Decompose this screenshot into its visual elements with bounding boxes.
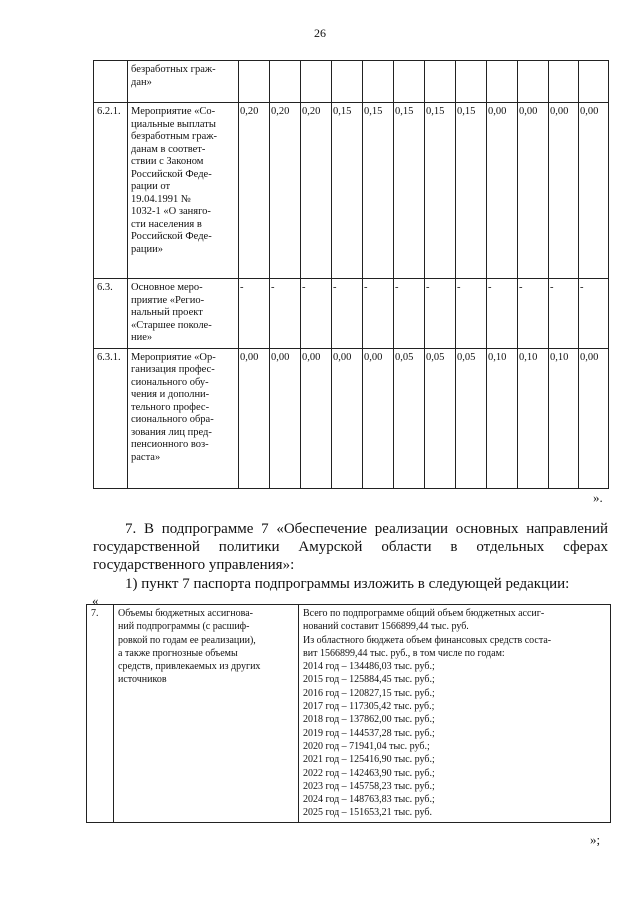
row-name-line: рации от	[131, 181, 171, 192]
value-cell: 0,10	[518, 348, 549, 488]
value-cell: -	[487, 279, 518, 349]
row-name-line: чения и дополни-	[131, 389, 210, 400]
page-number: 26	[314, 26, 326, 40]
passport-intro-line: Из областного бюджета объем финансовых средств соста-	[303, 634, 552, 646]
value-cell: 0,20	[270, 103, 301, 279]
row-name-line: циальные выплаты	[131, 118, 216, 130]
value-cell: -	[270, 279, 301, 349]
table-row	[94, 348, 609, 488]
value-cell: 0,15	[363, 103, 394, 279]
value-cell: -	[394, 279, 425, 349]
table-row	[94, 61, 609, 103]
value-cell	[549, 61, 579, 103]
value-cell: 0,00	[270, 348, 301, 488]
value-cell	[239, 61, 270, 103]
value-cell: 0,10	[549, 348, 579, 488]
value-cell: -	[332, 279, 363, 349]
value-cell: 0,05	[394, 348, 425, 488]
row-name-line: пенсионного воз-	[131, 439, 209, 450]
row-name-line: раста»	[131, 451, 161, 463]
passport-intro-line: Всего по подпрограмме общий объем бюджетных ассиг-	[303, 608, 545, 619]
row-name	[128, 279, 239, 349]
value-cell: -	[456, 279, 487, 349]
row-name-line: сионального обу-	[131, 376, 209, 388]
passport-year-line: 2024 год – 148763,83 тыс. руб.;	[303, 794, 435, 806]
passport-year-line: 2015 год – 125884,45 тыс. руб.;	[303, 674, 435, 686]
table-row	[94, 103, 609, 279]
row-name-line: 1032-1 «О заняго-	[131, 206, 211, 217]
paragraph-subprogram-7: 7. В подпрограмме 7 «Обеспечение реализации основных направлений государственной политики Амурской области в отдельных сферах государственного управления»:	[93, 521, 608, 573]
passport-num: 7.	[87, 605, 114, 823]
value-cell: 0,05	[456, 348, 487, 488]
row-number: 6.2.1.	[94, 103, 128, 279]
indicators-table	[93, 60, 609, 489]
value-cell: 0,00	[518, 103, 549, 279]
value-cell: 0,15	[332, 103, 363, 279]
row-name-line: тельного профес-	[131, 401, 210, 413]
value-cell	[579, 61, 609, 103]
value-cell: 0,20	[301, 103, 332, 279]
row-name-line: Российской Феде-	[131, 231, 212, 242]
value-cell	[301, 61, 332, 103]
row-name-line: сти населения в	[131, 218, 202, 230]
row-name-line: 19.04.1991 №	[131, 193, 191, 205]
value-cell: 0,00	[239, 348, 270, 488]
passport-year-line: 2017 год – 117305,42 тыс. руб.;	[303, 701, 435, 713]
value-cell	[425, 61, 456, 103]
row-name	[128, 61, 239, 103]
row-name-line: данам в соответ-	[131, 143, 206, 155]
row-name-line: дан»	[131, 76, 152, 88]
passport-year-line: 2025 год – 151653,21 тыс. руб.	[303, 807, 433, 819]
value-cell: 0,00	[301, 348, 332, 488]
row-name-line: сионального обра-	[131, 414, 214, 425]
value-cell: -	[518, 279, 549, 349]
passport-label-line: ровкой по годам ее реализации),	[118, 634, 256, 646]
row-name-line: «Старшее поколе-	[131, 319, 212, 331]
row-number: 6.3.	[94, 279, 128, 349]
value-cell	[394, 61, 425, 103]
passport-label-line: Объемы бюджетных ассигнова-	[118, 608, 253, 619]
value-cell: 0,00	[549, 103, 579, 279]
value-cell: 0,20	[239, 103, 270, 279]
passport-year-line: 2019 год – 144537,28 тыс. руб.;	[303, 727, 435, 739]
passport-row	[87, 605, 611, 823]
row-name-line: Мероприятие «Ор-	[131, 351, 216, 363]
value-cell	[487, 61, 518, 103]
value-cell: 0,00	[579, 103, 609, 279]
table-close-quote: ».	[593, 490, 603, 505]
row-name	[128, 103, 239, 279]
value-cell: -	[549, 279, 579, 349]
table-row	[94, 279, 609, 349]
value-cell: 0,05	[425, 348, 456, 488]
passport-year-line: 2018 год – 137862,00 тыс. руб.;	[303, 714, 435, 726]
passport-year-line: 2014 год – 134486,03 тыс. руб.;	[303, 661, 435, 673]
row-name-line: Основное меро-	[131, 282, 203, 293]
paragraph-passport-item: 1) пункт 7 паспорта подпрограммы изложить в следующей редакции:	[125, 576, 570, 592]
passport-content	[299, 605, 611, 823]
row-name-line: Мероприятие «Со-	[131, 106, 216, 117]
value-cell	[332, 61, 363, 103]
row-name-line: нальный проект	[131, 307, 203, 318]
value-cell: 0,00	[579, 348, 609, 488]
passport-label-line: источников	[118, 674, 167, 686]
row-name-line: ганизация профес-	[131, 364, 215, 375]
value-cell	[270, 61, 301, 103]
value-cell: -	[363, 279, 394, 349]
value-cell: 0,15	[394, 103, 425, 279]
value-cell: 0,00	[332, 348, 363, 488]
value-cell: -	[301, 279, 332, 349]
value-cell: 0,00	[487, 103, 518, 279]
passport-label-line: средств, привлекаемых из других	[118, 661, 261, 673]
passport-year-line: 2021 год – 125416,90 тыс. руб.;	[303, 754, 435, 766]
row-name-line: приятие «Регио-	[131, 294, 205, 306]
row-number	[94, 61, 128, 103]
passport-label-line: ний подпрограммы (с расшиф-	[118, 621, 250, 633]
indicators-table-body	[94, 61, 609, 489]
row-name-line: Российской Феде-	[131, 168, 212, 180]
passport-year-line: 2020 год – 71941,04 тыс. руб.;	[303, 740, 430, 752]
value-cell: 0,10	[487, 348, 518, 488]
passport-year-line: 2022 год – 142463,90 тыс. руб.;	[303, 767, 435, 779]
row-name-line: зования лиц пред-	[131, 426, 212, 438]
passport-close-quote: »;	[590, 832, 601, 847]
passport-year-line: 2016 год – 120827,15 тыс. руб.;	[303, 687, 435, 699]
row-name-line: безработным граж-	[131, 131, 218, 142]
passport-intro-line: нований составит 1566899,44 тыс. руб.	[303, 621, 469, 633]
passport-table	[86, 604, 611, 823]
row-name-line: рации»	[131, 243, 164, 255]
row-name-line: ствии с Законом	[131, 156, 204, 167]
row-number: 6.3.1.	[94, 348, 128, 488]
open-quote: «	[92, 593, 99, 608]
value-cell: -	[579, 279, 609, 349]
value-cell: -	[425, 279, 456, 349]
passport-label	[114, 605, 299, 823]
row-name-line: безработных граж-	[131, 64, 216, 75]
value-cell	[456, 61, 487, 103]
value-cell: 0,15	[456, 103, 487, 279]
row-name-line: ние»	[131, 332, 153, 343]
row-name	[128, 348, 239, 488]
value-cell	[363, 61, 394, 103]
value-cell	[518, 61, 549, 103]
passport-intro-line: вит 1566899,44 тыс. руб., в том числе по годам:	[303, 647, 505, 659]
passport-label-line: а также прогнозные объемы	[118, 647, 238, 659]
value-cell: 0,15	[425, 103, 456, 279]
passport-year-line: 2023 год – 145758,23 тыс. руб.;	[303, 780, 435, 792]
value-cell: -	[239, 279, 270, 349]
value-cell: 0,00	[363, 348, 394, 488]
